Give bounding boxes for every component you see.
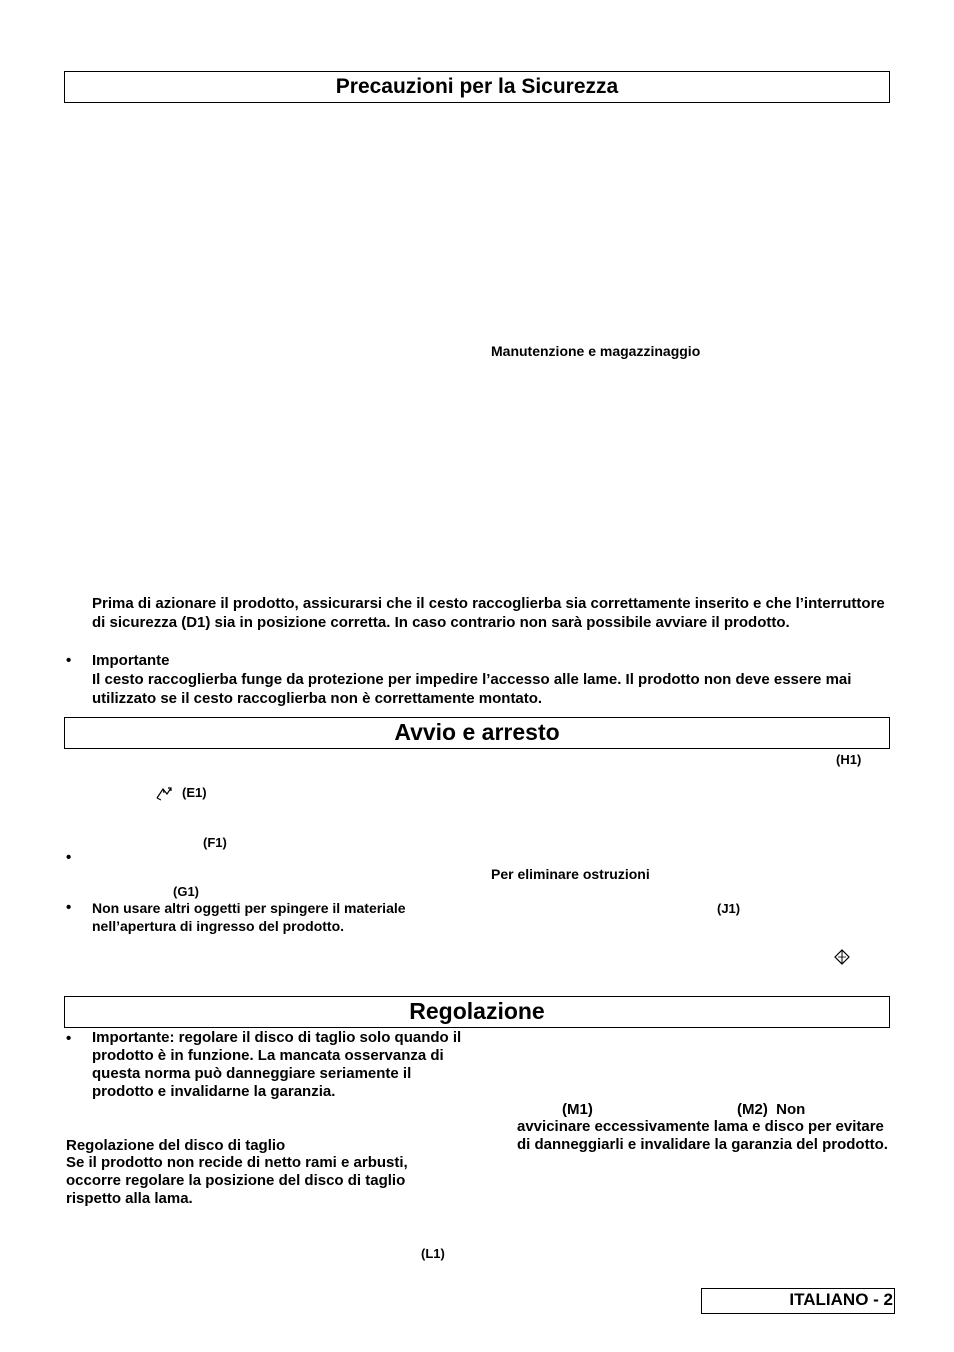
section-heading-start-stop [64, 717, 890, 749]
maintenance-subheading: Manutenzione e magazzinaggio [491, 343, 701, 359]
page-label: ITALIANO - 2 [789, 1290, 893, 1309]
forward-rotation-icon [154, 784, 176, 807]
reference-h1: (H1) [836, 752, 862, 767]
section-heading-adjustment [64, 996, 890, 1028]
obstructions-subheading: Per eliminare ostruzioni [491, 866, 650, 882]
no-objects-text: Non usare altri oggetti per spingere il materiale nell’apertura di ingresso del prodotto. [92, 900, 406, 934]
safety-heading-text: Precauzioni per la Sicurezza [335, 75, 619, 98]
reverse-rotation-icon [832, 948, 852, 971]
reference-g1: (G1) [173, 884, 199, 899]
page-footer [701, 1288, 895, 1314]
reference-f1: (F1) [203, 835, 227, 850]
adjustment-heading-text: Regolazione [409, 998, 545, 1024]
adjustment-important-text: Importante: regolare il disco di taglio solo quando il prodotto è in funzione. La mancata osservanza di questa norma può danneggiare seriamente il prodotto e invalidarne la garanzia. [92, 1029, 462, 1100]
warning-text: avvicinare eccessivamente lama e disco per evitare di danneggiarli e invalidare la garanzia del prodotto. [517, 1118, 888, 1153]
disc-adjustment-text: Se il prodotto non recide di netto rami e arbusti, occorre regolare la posizione del disco di taglio rispetto alla lama. [66, 1154, 408, 1207]
start-stop-heading-text: Avvio e arresto [394, 719, 560, 745]
reference-m2-non: (M2) Non [737, 1101, 806, 1118]
reference-l1: (L1) [421, 1246, 445, 1261]
reference-m1: (M1) [562, 1101, 593, 1118]
disc-adjustment-subheading: Regolazione del disco di taglio [66, 1137, 286, 1154]
reference-j1: (J1) [717, 901, 741, 916]
bullet-empty: • [66, 849, 72, 866]
important-text: Il cesto raccoglierba funge da protezione per impedire l’accesso alle lame. Il prodotto non deve essere mai utilizzato se il cesto raccoglierba non è correttamente montato. [92, 671, 852, 707]
bullet-adjustment-important: • [66, 1030, 72, 1047]
important-label: Importante [92, 652, 170, 669]
before-use-paragraph: Prima di azionare il prodotto, assicurarsi che il cesto raccoglierba sia correttamente inserito e che l’interruttore di sicurezza (D1) sia in posizione corretta. In caso contrario non sarà possibile avviare il prodotto. [92, 595, 885, 631]
bullet-no-objects: • [66, 899, 72, 916]
section-heading-safety [64, 71, 890, 103]
reference-e1: (E1) [182, 785, 207, 800]
bullet-important: • [66, 652, 72, 669]
